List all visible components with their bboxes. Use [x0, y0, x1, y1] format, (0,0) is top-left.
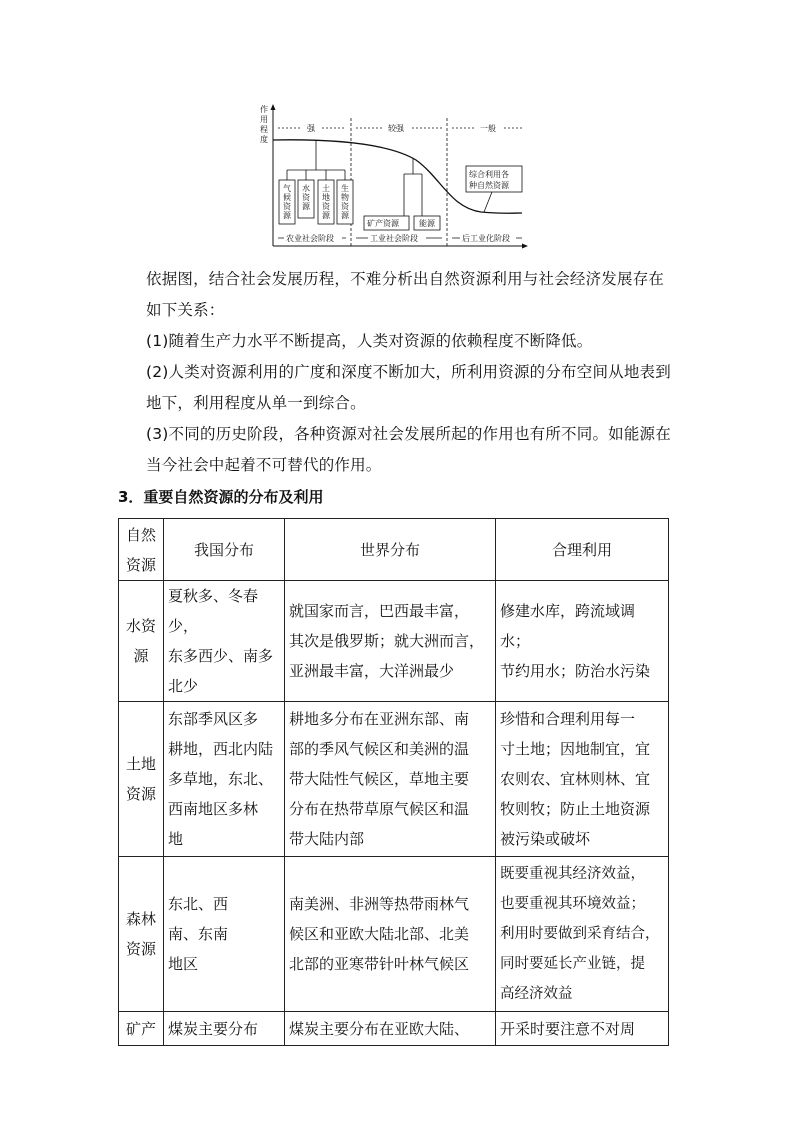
- intro-text: [146, 264, 686, 481]
- cell-line: 珍惜和合理利用每一: [500, 710, 636, 728]
- box-char: 资: [341, 202, 349, 211]
- header-text: 自然: [125, 525, 156, 544]
- energy-label: 能源: [419, 219, 435, 228]
- box-char: 源: [283, 211, 291, 220]
- box-char: 源: [341, 211, 349, 220]
- intensity-label-strong: 强: [307, 124, 315, 133]
- header-cell-use: 合理利用: [496, 519, 669, 581]
- cell-line: 开采时要注意不对周: [500, 1019, 636, 1038]
- box-char: 地: [322, 193, 330, 202]
- box-char: 土: [322, 184, 330, 193]
- y-axis-label-char: 度: [260, 135, 268, 144]
- use-cell: [496, 1012, 669, 1046]
- cell-line: 东北、西: [168, 895, 229, 913]
- resource-name-cell: [119, 1012, 164, 1046]
- cell-line: 地: [168, 830, 184, 848]
- world-cell: [285, 1012, 496, 1046]
- cell-line: 利用时要做到采育结合，: [500, 926, 660, 942]
- cell-line: 其次是俄罗斯；就大洲而言，: [289, 632, 485, 650]
- use-cell: [496, 581, 669, 702]
- cell-line: 亚洲最丰富，大洋洲最少: [289, 662, 455, 680]
- resource-name-cell: [119, 702, 164, 857]
- box-char: 气: [283, 184, 291, 193]
- cell-line: 高经济效益: [500, 986, 573, 1002]
- intro-line: 依据图，结合社会发展历程，不难分析出自然资源利用与社会经济发展存在: [146, 270, 665, 288]
- box-line: 种自然资源: [469, 181, 509, 190]
- mineral-resource-label: 矿产资源: [367, 219, 399, 228]
- cell-line: 就国家而言，巴西最丰富，: [289, 602, 470, 620]
- cell-line: 夏秋多、冬春少，: [168, 587, 259, 635]
- cell-line: 资源: [125, 940, 156, 958]
- cell-line: 部的季风气候区和美洲的温: [289, 740, 470, 758]
- cell-line: 源: [133, 647, 149, 665]
- cell-line: 多草地，东北、: [168, 770, 274, 788]
- cell-line: 东部季风区多: [168, 710, 259, 728]
- cell-line: 带大陆内部: [289, 830, 365, 848]
- cell-line: 资源: [125, 785, 156, 803]
- era-label-agricultural: 农业社会阶段: [286, 234, 334, 243]
- header-cell-china: 我国分布: [164, 519, 285, 581]
- point-2-cont: 地下，利用程度从单一到综合。: [146, 394, 366, 412]
- header-cell-world: 世界分布: [285, 519, 496, 581]
- cell-line: 牧则牧；防止土地资源: [500, 800, 651, 818]
- cell-line: 西南地区多林: [168, 800, 259, 818]
- point-1: (1)随着生产力水平不断提高，人类对资源的依赖程度不断降低。: [146, 332, 593, 350]
- cell-line: 水资: [125, 617, 156, 635]
- table-row: [119, 1012, 669, 1046]
- point-3: (3)不同的历史阶段，各种资源对社会发展所起的作用也有所不同。如能源在: [146, 425, 671, 443]
- cell-line: 既要重视其经济效益，: [500, 866, 645, 882]
- era-label-industrial: 工业社会阶段: [370, 234, 418, 243]
- section-heading: 3．重要自然资源的分布及利用: [118, 488, 324, 506]
- resource-usage-figure: [256, 100, 530, 258]
- cell-line: 北少: [168, 677, 199, 695]
- point-3-cont: 当今社会中起着不可替代的作用。: [146, 456, 382, 474]
- header-text: 资源: [125, 555, 156, 574]
- cell-line: 南美洲、非洲等热带雨林气: [289, 895, 470, 913]
- cell-line: 土地: [125, 755, 156, 773]
- cell-line: 农则农、宜林则林、宜: [500, 770, 651, 788]
- cell-line: 煤炭主要分布: [168, 1019, 259, 1038]
- resource-usage-diagram: [256, 100, 530, 258]
- cell-line: 节约用水；防治水污染: [500, 662, 651, 680]
- china-cell: [164, 702, 285, 857]
- cell-line: 被污染或破坏: [500, 830, 591, 848]
- cell-line: 同时要延长产业链，提: [500, 956, 645, 972]
- y-axis-label-char: 作: [260, 105, 268, 114]
- y-axis-label-char: 程: [260, 125, 268, 134]
- resource-name-cell: [119, 857, 164, 1012]
- cell-line: 修建水库，跨流域调水；: [500, 602, 636, 650]
- era-label-post-industrial: 后工业化阶段: [462, 234, 510, 243]
- box-char: 源: [322, 211, 330, 220]
- cell-line: 森林: [125, 910, 156, 928]
- box-char: 源: [302, 202, 310, 211]
- cell-line: 南、东南: [168, 925, 229, 943]
- box-line: 综合利用各: [469, 170, 509, 179]
- china-cell: [164, 581, 285, 702]
- y-axis-label-char: 用: [260, 115, 268, 124]
- cell-line: 北部的亚寒带针叶林气候区: [289, 955, 470, 973]
- point-2: (2)人类对资源利用的广度和深度不断加大，所利用资源的分布空间从地表到: [146, 363, 671, 381]
- table-header-row: [119, 519, 669, 581]
- resource-name-cell: [119, 581, 164, 702]
- cell-line: 候区和亚欧大陆北部、北美: [289, 925, 470, 943]
- y-axis-arrow: [271, 104, 276, 110]
- box-char: 候: [283, 193, 291, 202]
- cell-line: 分布在热带草原气候区和温: [289, 800, 470, 818]
- world-cell: [285, 581, 496, 702]
- cell-line: 耕地多分布在亚洲东部、南: [289, 710, 470, 728]
- x-axis-arrow: [522, 244, 528, 249]
- table-row: [119, 857, 669, 1012]
- header-cell-resource: [119, 519, 164, 581]
- cell-line: 耕地，西北内陆: [168, 740, 274, 758]
- box-char: 生: [341, 184, 349, 193]
- box-char: 水: [302, 184, 310, 193]
- box-char: 资: [283, 202, 291, 211]
- box-char: 资: [322, 202, 330, 211]
- china-cell: [164, 1012, 285, 1046]
- table-row: [119, 702, 669, 857]
- cell-line: 煤炭主要分布在亚欧大陆、: [289, 1019, 470, 1038]
- cell-line: 寸土地；因地制宜，宜: [500, 740, 651, 758]
- world-cell: [285, 702, 496, 857]
- use-cell: [496, 702, 669, 857]
- intro-line: 如下关系：: [146, 301, 225, 319]
- resource-table: [118, 518, 669, 1046]
- cell-line: 也要重视其环境效益；: [500, 896, 645, 912]
- leader-line: [484, 192, 492, 212]
- world-cell: [285, 857, 496, 1012]
- intensity-label-normal: 一般: [480, 124, 496, 133]
- box-char: 资: [302, 193, 310, 202]
- cell-line: 东多西少、南多: [168, 647, 274, 665]
- cell-line: 矿产: [125, 1019, 156, 1038]
- intensity-label-strong-ish: 较强: [388, 124, 404, 133]
- cell-line: 带大陆性气候区，草地主要: [289, 770, 470, 788]
- cell-line: 地区: [168, 955, 199, 973]
- use-cell: [496, 857, 669, 1012]
- table-row: [119, 581, 669, 702]
- china-cell: [164, 857, 285, 1012]
- box-char: 物: [341, 193, 349, 202]
